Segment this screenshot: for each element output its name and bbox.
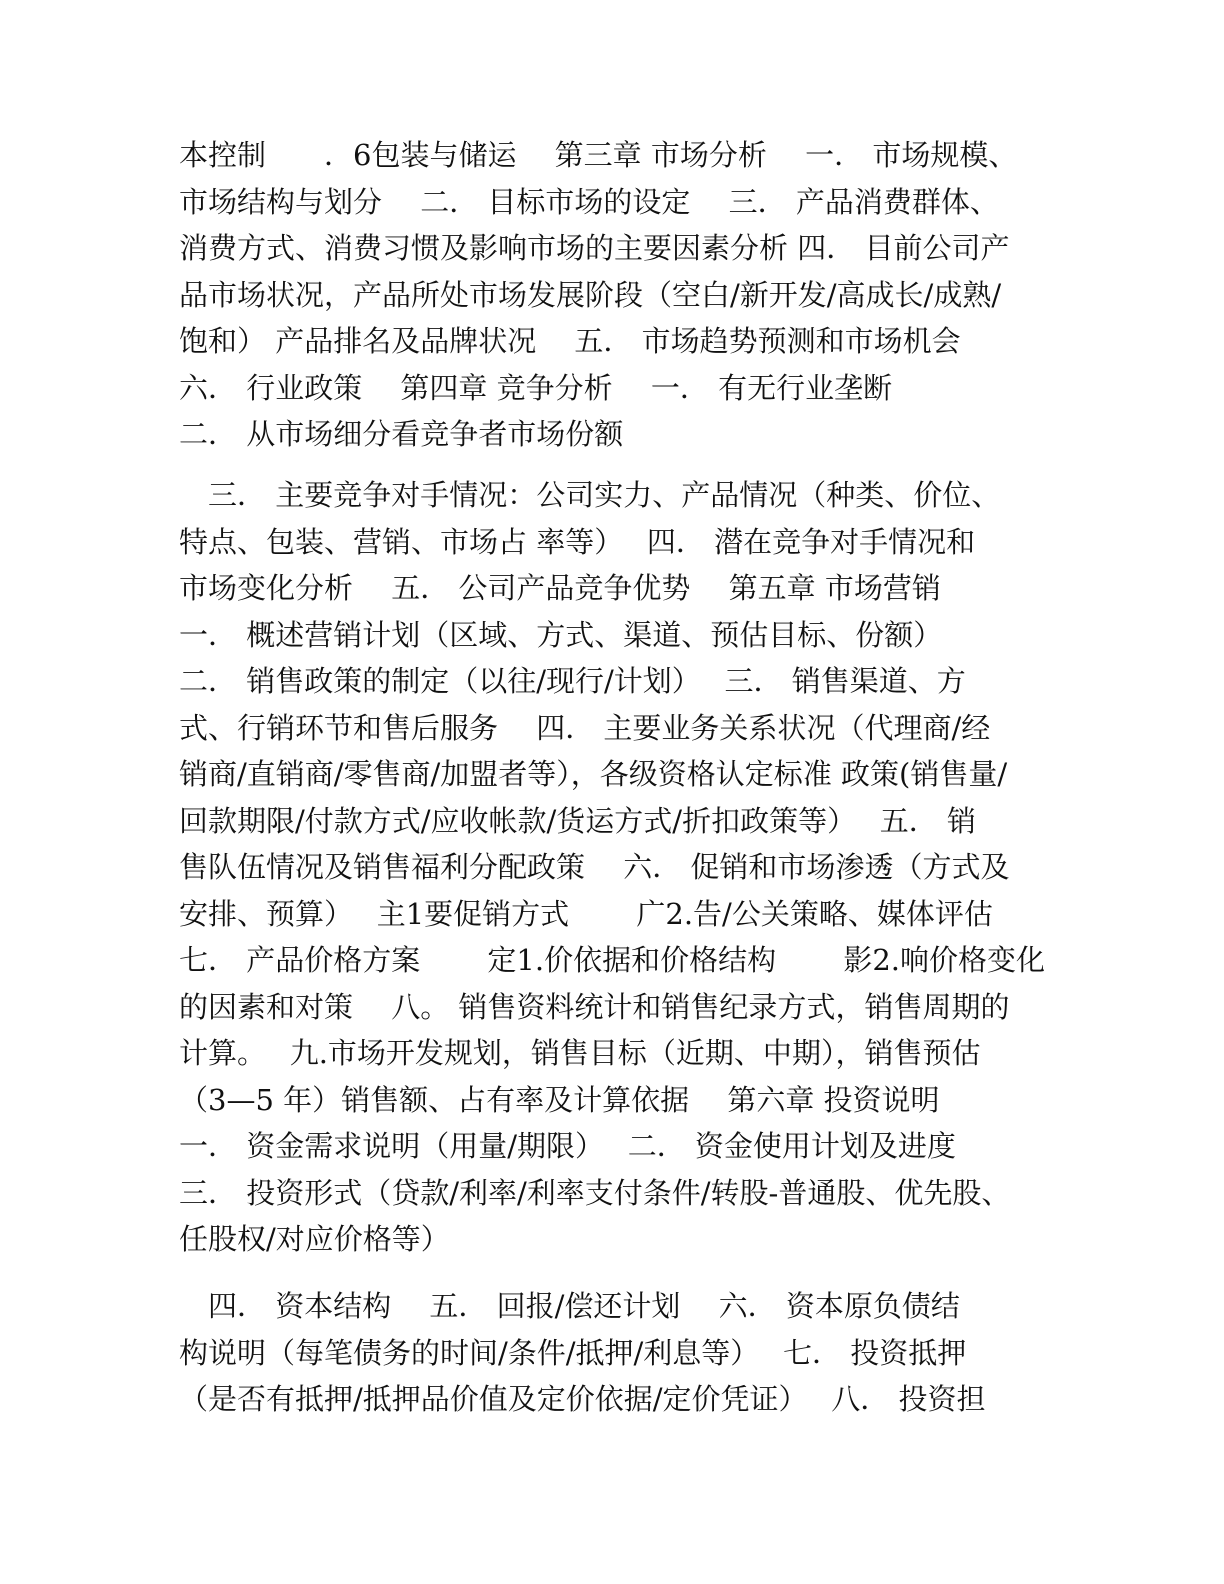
text-line: 回款期限/付款方式/应收帐款/货运方式/折扣政策等） 五． 销 xyxy=(179,803,977,838)
text-line: 二． 销售政策的制定（以往/现行/计划） 三． 销售渠道、方 xyxy=(179,664,966,698)
text-line: 一． 概述营销计划（区域、方式、渠道、预估目标、份额） xyxy=(179,617,943,652)
text-line: 构说明（每笔债务的时间/条件/抵押/利息等） 七． 投资抵押 xyxy=(179,1335,967,1370)
paragraph-market-analysis xyxy=(179,132,1059,458)
text-line: 四． 资本结构 五． 回报/偿还计划 六． 资本原负债结 xyxy=(179,1289,960,1323)
text-line: 任股权/对应价格等） xyxy=(179,1222,450,1256)
text-line: （3—5 年）销售额、占有率及计算依据 第六章 投资说明 xyxy=(179,1082,940,1117)
text-line: 安排、预算） 主1要促销方式 广2.告/公关策略、媒体评估 xyxy=(179,896,993,931)
text-line: 一． 资金需求说明（用量/期限） 二． 资金使用计划及进度 xyxy=(179,1129,956,1163)
paragraph-competition-marketing xyxy=(179,472,1059,1263)
text-line: 特点、包装、营销、市场占 率等） 四． 潜在竞争对手情况和 xyxy=(179,524,976,559)
text-line: 三． 投资形式（贷款/利率/利率支付条件/转股-普通股、优先股、 xyxy=(179,1175,1011,1210)
text-line: （是否有抵押/抵押品价值及定价依据/定价凭证） 八． 投资担 xyxy=(179,1382,986,1416)
paragraph-investment xyxy=(179,1283,1059,1423)
text-line: 市场结构与划分 二． 目标市场的设定 三． 产品消费群体、 xyxy=(179,184,999,219)
text-line: 三． 主要竞争对手情况：公司实力、产品情况（种类、价位、 xyxy=(179,478,1001,512)
text-line: 二． 从市场细分看竞争者市场份额 xyxy=(179,417,624,451)
text-line: 饱和） 产品排名及品牌状况 五． 市场趋势预测和市场机会 xyxy=(179,324,961,358)
text-line: 消费方式、消费习惯及影响市场的主要因素分析 四． 目前公司产 xyxy=(179,231,1010,265)
text-line: 品市场状况，产品所处市场发展阶段（空白/新开发/高成长/成熟/ xyxy=(179,277,1002,312)
text-line: 式、行销环节和售后服务 四． 主要业务关系状况（代理商/经 xyxy=(179,710,991,745)
text-line: 的因素和对策 八。 销售资料统计和销售纪录方式，销售周期的 xyxy=(179,989,1010,1024)
text-line: 售队伍情况及销售福利分配政策 六． 促销和市场渗透（方式及 xyxy=(179,850,1010,884)
text-line: 市场变化分析 五． 公司产品竞争优势 第五章 市场营销 xyxy=(179,571,941,605)
text-line: 销商/直销商/零售商/加盟者等），各级资格认定标准 政策(销售量/ xyxy=(179,757,1008,791)
text-line: 计算。 九.市场开发规划，销售目标（近期、中期），销售预估 xyxy=(179,1036,981,1070)
text-line: 六． 行业政策 第四章 竞争分析 一． 有无行业垄断 xyxy=(179,370,893,405)
text-line: 本控制 ．6包装与储运 第三章 市场分析 一． 市场规模、 xyxy=(179,138,1018,172)
text-line: 七． 产品价格方案 定1.价依据和价格结构 影2.响价格变化 xyxy=(179,943,1045,977)
